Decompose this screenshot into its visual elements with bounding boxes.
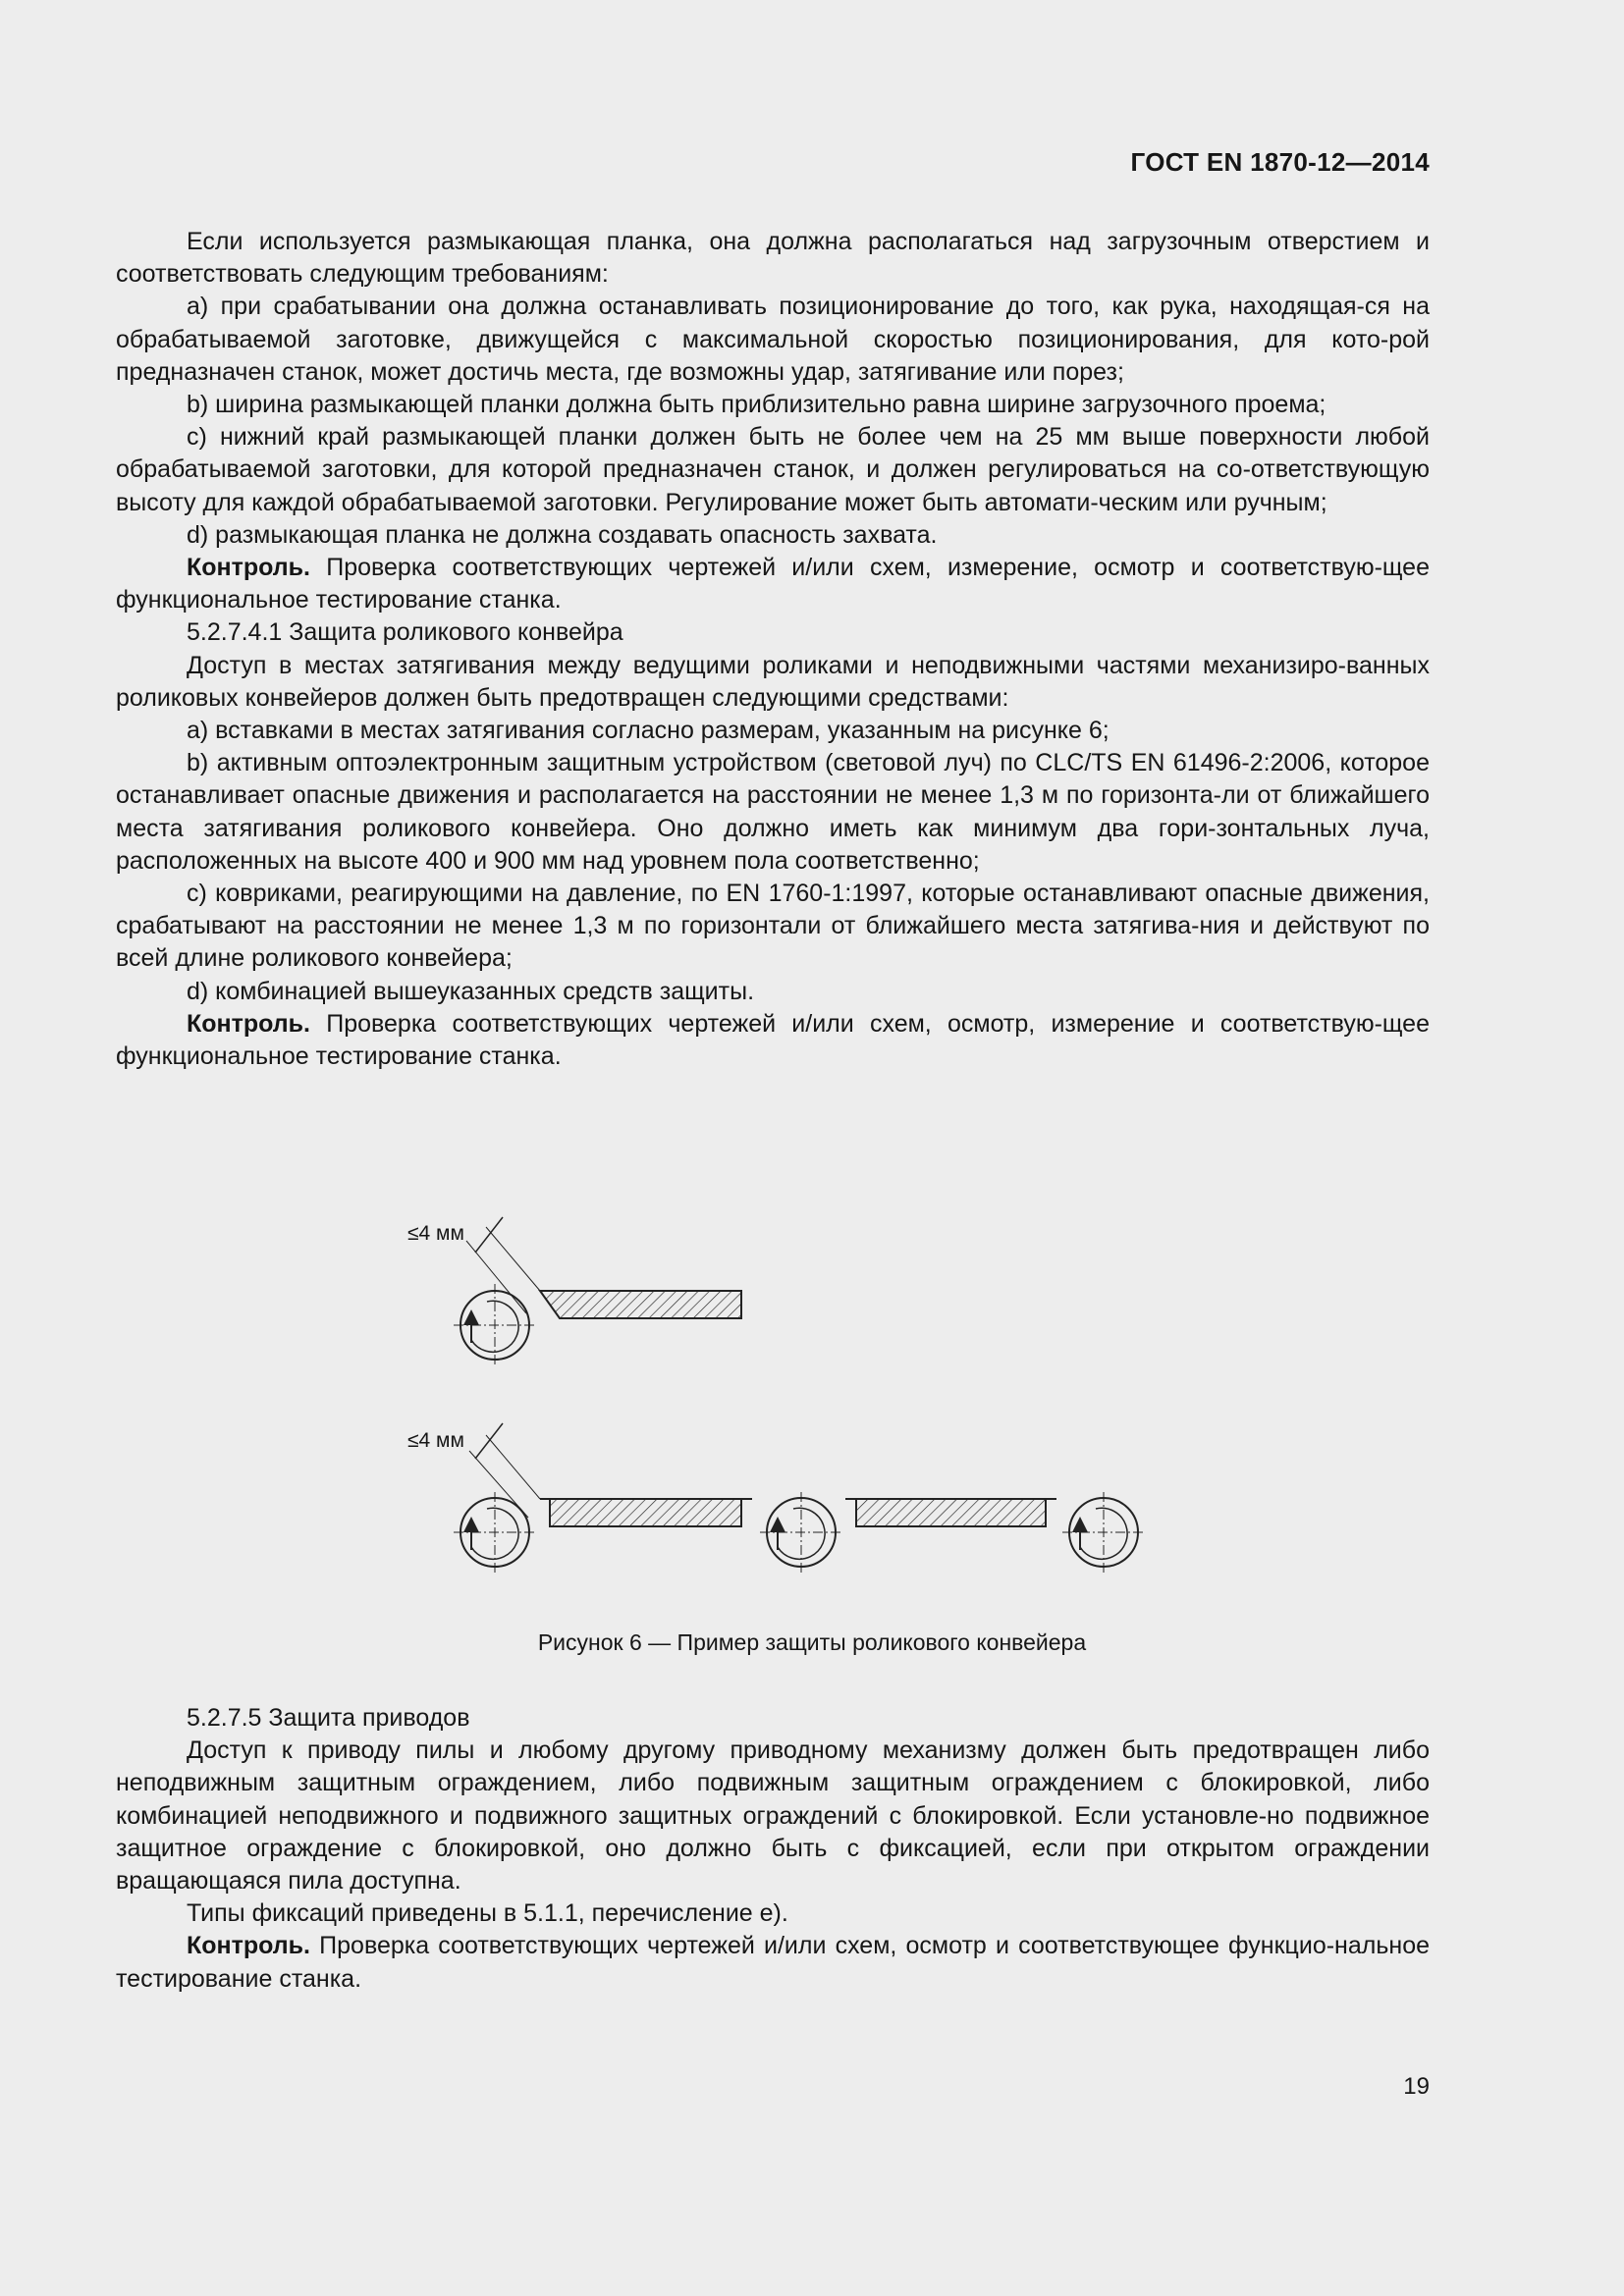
control-text: Проверка соответствующих чертежей и/или схем, осмотр и соответствующее функцио-нальное тестирование станка. [116,1932,1430,1993]
paragraph: Если используется размыкающая планка, она должна располагаться над загрузочным отверстием и соответствовать следующим требованиям: [116,228,1430,289]
figure-caption: Рисунок 6 — Пример защиты роликового конвейера [537,1629,1087,1655]
paragraph: Доступ к приводу пилы и любому другому приводному механизму должен быть предотвращен либо неподвижным защитным ограждением, либо подвижным защитным ограждением с блокировкой, либо комбинацией неподвижного и подвижного защитных ограждений с блокировкой. Если установле-но подвижное защитное ограждение с блокировкой, оно должно быть с фиксацией, если при открытом ограждении вращающаяся пила доступна. [116,1736,1430,1896]
control-paragraph [116,1008,1430,1073]
body-text-lower [116,1702,1430,1996]
list-item-a: a) вставками в местах затягивания согласно размерам, указанным на рисунке 6; [187,717,1110,745]
body-text-upper [116,226,1430,1073]
control-paragraph [116,1930,1430,1995]
dimension-label: ≤4 мм [407,1429,464,1452]
control-label: Контроль. [187,1932,310,1960]
fixed-part [540,1291,741,1318]
list-item-b: b) активным оптоэлектронным защитным устройством (световой луч) по CLC/TS EN 61496-2:2006, которое останавливает опасные движения и располагается на расстоянии не менее 1,3 м по горизонта-ли от ближайшего места затягивания роликового конвейера. Оно должно иметь как минимум два гори-зонтальных луча, расположенных на высоте 400 и 900 мм над уровнем пола соответственно; [116,749,1430,875]
section-heading: 5.2.7.5 Защита приводов [187,1704,470,1732]
paragraph: Доступ в местах затягивания между ведущими роликами и неподвижными частями механизиро-ванных роликовых конвейеров должен быть предотвращен следующими средствами: [116,651,1430,712]
list-item-a: a) при срабатывании она должна останавливать позиционирование до того, как рука, находящая-ся на обрабатываемой заготовке, движущейся с максимальной скоростью позиционирования, для кото-рой предназначен станок, может достичь места, где возможны удар, затягивание или порез; [116,293,1430,386]
list-item-c: c) ковриками, реагирующими на давление, по EN 1760-1:1997, которые останавливают опасные движения, срабатывают на расстоянии не менее 1,3 м по горизонтали от ближайшего места затягива-ния и действуют по всей длине роликового конвейера; [116,880,1430,973]
insert [540,1499,752,1526]
document-number: ГОСТ EN 1870-12—2014 [1130,147,1430,177]
control-label: Контроль. [187,554,310,582]
section-heading: 5.2.7.4.1 Защита роликового конвейра [187,618,623,647]
list-item-c: c) нижний край размыкающей планки должен быть не более чем на 25 мм выше поверхности любой обрабатываемой заготовки, для которой предназначен станок, и должен регулироваться на со-ответствующую высоту для каждой обрабатываемой заготовки. Регулирование может быть автомати-ческим или ручным; [116,423,1430,516]
control-paragraph [116,552,1430,616]
figure-6-roller-conveyor [393,1207,1178,1600]
control-text: Проверка соответствующих чертежей и/или схем, измерение, осмотр и соответствую-щее функциональное тестирование станка. [116,554,1430,614]
control-text: Проверка соответствующих чертежей и/или схем, осмотр, измерение и соответствую-щее функциональное тестирование станка. [116,1009,1430,1071]
list-item-b: b) ширина размыкающей планки должна быть приблизительно равна ширине загрузочного проема; [187,391,1326,419]
roller-conveyor-diagram [393,1207,1178,1600]
list-item-d: d) комбинацией вышеуказанных средств защиты. [187,977,755,1005]
lower-example [454,1423,1145,1573]
paragraph: Типы фиксаций приведены в 5.1.1, перечисление e). [187,1899,788,1928]
list-item-d: d) размыкающая планка не должна создавать опасность захвата. [187,520,938,549]
dimension-label: ≤4 мм [407,1222,464,1245]
upper-example [454,1217,741,1366]
insert [845,1499,1056,1526]
control-label: Контроль. [187,1009,310,1038]
page-number: 19 [1403,2073,1430,2100]
